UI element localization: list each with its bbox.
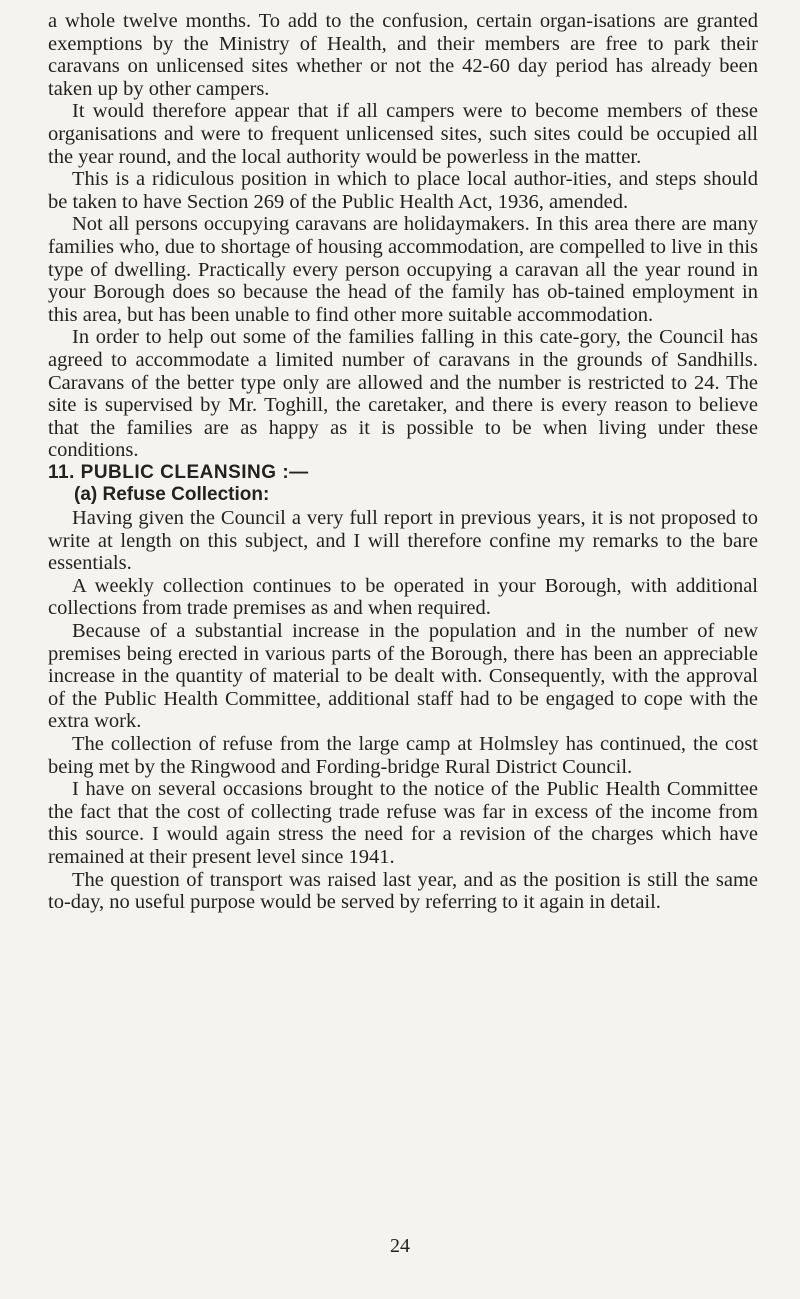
paragraph-holmsley-camp: The collection of refuse from the large camp at Holmsley has continued, the cost being met by the Ringwood and Fording-bridge Rural District Council. bbox=[48, 733, 758, 778]
paragraph-previous-report: Having given the Council a very full report in previous years, it is not proposed to write at length on this subject, and I will therefore confine my remarks to the bare essentials. bbox=[48, 507, 758, 575]
paragraph-holidaymakers: Not all persons occupying caravans are holidaymakers. In this area there are many families who, due to shortage of housing accommodation, are compelled to live in this type of dwelling. Practically every person occupying a caravan all the year round in your Borough does so because the head of the family has ob-tained employment in this area, but has been unable to find other more suitable accommodation. bbox=[48, 213, 758, 326]
paragraph-section-269: This is a ridiculous position in which to place local author-ities, and steps should be taken to have Section 269 of the Public Health Act, 1936, amended. bbox=[48, 168, 758, 213]
paragraph-weekly-collection: A weekly collection continues to be operated in your Borough, with additional collections from trade premises as and when required. bbox=[48, 574, 758, 620]
page-number: 24 bbox=[390, 1235, 410, 1257]
paragraph-population-increase: Because of a substantial increase in the population and in the number of new premises being erected in various parts of the Borough, there has been an appreciable increase in the quantity of material to be dealt with. Consequently, with the approval of the Public Health Committee, additional staff had to be engaged to cope with the extra work. bbox=[48, 620, 758, 733]
paragraph-sandhills: In order to help out some of the families falling in this cate-gory, the Council has agreed to accommodate a limited number of caravans in the grounds of Sandhills. Caravans of the better type only are allowed and the number is restricted to 24. The site is supervised by Mr. Toghill, the caretaker, and there is every reason to believe that the families are as happy as it is possible to be when living under these conditions. bbox=[48, 326, 758, 462]
paragraph-continuation: a whole twelve months. To add to the confusion, certain organ-isations are granted exemptions by the Ministry of Health, and their members are free to park their caravans on unlicensed sites whether or not the 42-60 day period has already been taken up by other campers. bbox=[48, 10, 758, 100]
subsection-heading-refuse-collection: (a) Refuse Collection: bbox=[74, 484, 270, 506]
paragraph-trade-refuse-cost: I have on several occasions brought to the notice of the Public Health Committee the fact that the cost of collecting trade refuse was far in excess of the income from this source. I would again stress the need for a revision of the charges which have remained at their present level since 1941. bbox=[48, 778, 758, 868]
paragraph-transport: The question of transport was raised last year, and as the position is still the same to-day, no useful purpose would be served by referring to it again in detail. bbox=[48, 868, 758, 914]
paragraph-unlicensed-sites: It would therefore appear that if all campers were to become members of these organisations and were to frequent unlicensed sites, such sites could be occupied all the year round, and the local authority would be powerless in the matter. bbox=[48, 100, 758, 168]
section-heading-public-cleansing: 11. PUBLIC CLEANSING :— bbox=[48, 461, 309, 483]
document-page bbox=[48, 10, 758, 914]
